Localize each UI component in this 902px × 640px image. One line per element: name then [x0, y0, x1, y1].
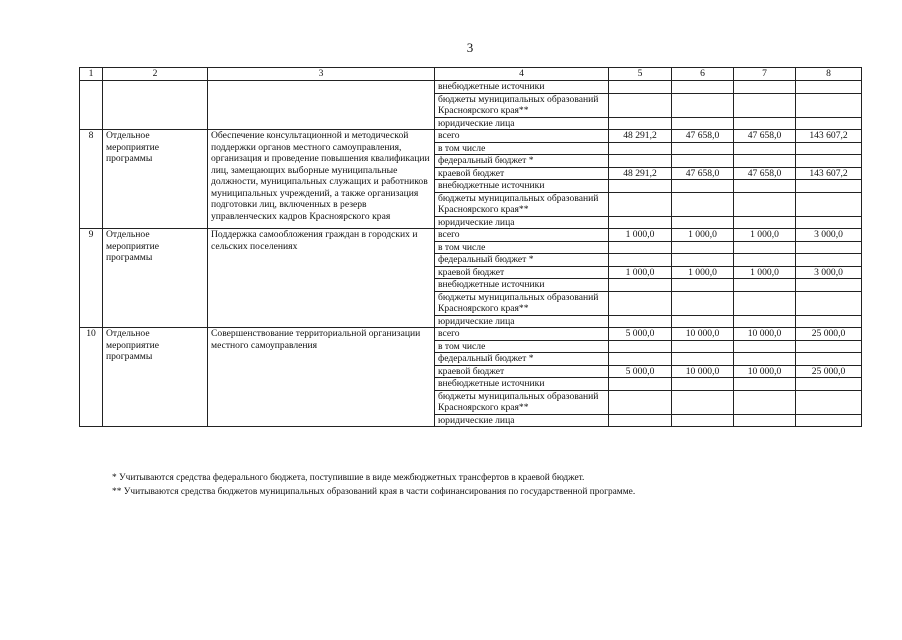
source-label: внебюджетные источники: [435, 180, 609, 193]
value-v7: [734, 155, 796, 168]
value-v6: [672, 390, 734, 414]
value-v6: 47 658,0: [672, 130, 734, 143]
value-v8: [796, 315, 862, 328]
source-label: краевой бюджет: [435, 167, 609, 180]
value-v7: [734, 340, 796, 353]
value-v8: [796, 353, 862, 366]
value-v7: [734, 291, 796, 315]
value-v6: [672, 291, 734, 315]
col-header-1: 1: [80, 68, 103, 81]
value-v8: [796, 414, 862, 427]
row-number: 10: [80, 328, 103, 427]
value-v5: [609, 353, 672, 366]
table-row: [80, 130, 862, 143]
value-v5: [609, 291, 672, 315]
source-label: внебюджетные источники: [435, 81, 609, 94]
value-v8: 143 607,2: [796, 130, 862, 143]
budget-table: [79, 67, 862, 427]
value-v6: [672, 340, 734, 353]
value-v8: 143 607,2: [796, 167, 862, 180]
value-v7: [734, 254, 796, 267]
value-v6: [672, 155, 734, 168]
value-v6: 1 000,0: [672, 266, 734, 279]
table-row: [80, 229, 862, 242]
row-name: Обеспечение консультационной и методической поддержки органов местного самоуправления, организация и проведение повышения квалификации лиц, замещающих выборные муниципальные должности, муниципальных служащих и работников муниципальных учреждений, а также организация подготовки лиц, включенных в резерв управленческих кадров Красноярского края: [208, 130, 435, 229]
source-label: всего: [435, 229, 609, 242]
value-v8: [796, 340, 862, 353]
value-cell: [796, 93, 862, 117]
value-v6: [672, 279, 734, 292]
page-number: 3: [466, 40, 474, 55]
value-v5: [609, 340, 672, 353]
value-cell: [734, 117, 796, 130]
value-v5: 48 291,2: [609, 130, 672, 143]
value-v5: [609, 216, 672, 229]
value-v7: [734, 353, 796, 366]
value-v7: 10 000,0: [734, 365, 796, 378]
value-v8: [796, 378, 862, 391]
source-label: федеральный бюджет *: [435, 254, 609, 267]
value-v6: 1 000,0: [672, 229, 734, 242]
value-v8: 3 000,0: [796, 229, 862, 242]
value-v5: [609, 254, 672, 267]
value-v5: 48 291,2: [609, 167, 672, 180]
value-cell: [796, 117, 862, 130]
value-v7: 1 000,0: [734, 266, 796, 279]
row-status: Отдельное мероприятие программы: [103, 130, 208, 229]
source-label: всего: [435, 328, 609, 341]
value-v8: [796, 254, 862, 267]
value-v8: [796, 192, 862, 216]
value-v5: [609, 279, 672, 292]
value-v6: [672, 414, 734, 427]
continuation-status-cell: [103, 81, 208, 130]
value-v5: [609, 315, 672, 328]
table-row: [80, 328, 862, 341]
source-label: в том числе: [435, 241, 609, 254]
continuation-num-cell: [80, 81, 103, 130]
value-cell: [672, 117, 734, 130]
footnote-municipal: ** Учитываются средства бюджетов муниципальных образований края в части софинансирования по государственной программе.: [112, 487, 636, 497]
value-cell: [734, 81, 796, 94]
source-label: в том числе: [435, 142, 609, 155]
value-v5: [609, 192, 672, 216]
value-v5: 1 000,0: [609, 229, 672, 242]
value-v5: 5 000,0: [609, 328, 672, 341]
value-v8: [796, 241, 862, 254]
source-label: краевой бюджет: [435, 365, 609, 378]
value-v7: [734, 216, 796, 229]
value-v7: 47 658,0: [734, 130, 796, 143]
row-name: Поддержка самообложения граждан в городских и сельских поселениях: [208, 229, 435, 328]
value-v6: [672, 180, 734, 193]
source-label: внебюджетные источники: [435, 378, 609, 391]
value-v6: [672, 254, 734, 267]
value-cell: [672, 81, 734, 94]
value-v8: [796, 142, 862, 155]
value-v5: [609, 414, 672, 427]
source-label: юридические лица: [435, 216, 609, 229]
value-v7: [734, 414, 796, 427]
value-v7: [734, 315, 796, 328]
value-cell: [609, 93, 672, 117]
source-label: юридические лица: [435, 414, 609, 427]
value-v7: [734, 192, 796, 216]
value-v8: [796, 291, 862, 315]
source-label: в том числе: [435, 340, 609, 353]
source-label: бюджеты муниципальных образований Красноярского края**: [435, 93, 609, 117]
continuation-name-cell: [208, 81, 435, 130]
source-label: бюджеты муниципальных образований Красноярского края**: [435, 390, 609, 414]
value-v6: 47 658,0: [672, 167, 734, 180]
value-v7: 10 000,0: [734, 328, 796, 341]
source-label: юридические лица: [435, 315, 609, 328]
value-v8: [796, 180, 862, 193]
col-header-6: 6: [672, 68, 734, 81]
source-label: федеральный бюджет *: [435, 155, 609, 168]
source-label: внебюджетные источники: [435, 279, 609, 292]
value-cell: [609, 117, 672, 130]
value-v8: 25 000,0: [796, 365, 862, 378]
value-v6: 10 000,0: [672, 365, 734, 378]
value-v5: [609, 378, 672, 391]
value-v5: [609, 180, 672, 193]
value-v7: [734, 241, 796, 254]
continuation-row: [80, 81, 862, 94]
footnote-federal: * Учитываются средства федерального бюджета, поступившие в виде межбюджетных трансфертов в краевой бюджет.: [112, 473, 585, 483]
value-v7: [734, 180, 796, 193]
source-label: юридические лица: [435, 117, 609, 130]
value-v5: [609, 390, 672, 414]
value-v5: 1 000,0: [609, 266, 672, 279]
source-label: всего: [435, 130, 609, 143]
value-v5: [609, 142, 672, 155]
header-row: [80, 68, 862, 81]
value-v6: [672, 192, 734, 216]
value-cell: [796, 81, 862, 94]
row-number: 8: [80, 130, 103, 229]
value-v5: [609, 155, 672, 168]
col-header-4: 4: [435, 68, 609, 81]
value-cell: [609, 81, 672, 94]
source-label: федеральный бюджет *: [435, 353, 609, 366]
row-name: Совершенствование территориальной организации местного самоуправления: [208, 328, 435, 427]
value-v8: [796, 390, 862, 414]
value-v7: [734, 390, 796, 414]
value-v7: 47 658,0: [734, 167, 796, 180]
value-v5: [609, 241, 672, 254]
value-cell: [672, 93, 734, 117]
value-v8: 3 000,0: [796, 266, 862, 279]
col-header-5: 5: [609, 68, 672, 81]
col-header-2: 2: [103, 68, 208, 81]
value-v6: [672, 353, 734, 366]
source-label: краевой бюджет: [435, 266, 609, 279]
source-label: бюджеты муниципальных образований Красноярского края**: [435, 192, 609, 216]
value-v7: [734, 279, 796, 292]
col-header-3: 3: [208, 68, 435, 81]
value-cell: [734, 93, 796, 117]
value-v6: [672, 142, 734, 155]
value-v7: [734, 142, 796, 155]
value-v6: [672, 378, 734, 391]
row-number: 9: [80, 229, 103, 328]
value-v6: 10 000,0: [672, 328, 734, 341]
value-v7: [734, 378, 796, 391]
col-header-7: 7: [734, 68, 796, 81]
value-v8: [796, 155, 862, 168]
value-v7: 1 000,0: [734, 229, 796, 242]
row-status: Отдельное мероприятие программы: [103, 229, 208, 328]
footnotes: [112, 471, 635, 499]
row-status: Отдельное мероприятие программы: [103, 328, 208, 427]
col-header-8: 8: [796, 68, 862, 81]
value-v6: [672, 315, 734, 328]
value-v8: 25 000,0: [796, 328, 862, 341]
value-v8: [796, 279, 862, 292]
value-v8: [796, 216, 862, 229]
source-label: бюджеты муниципальных образований Красноярского края**: [435, 291, 609, 315]
value-v6: [672, 241, 734, 254]
value-v6: [672, 216, 734, 229]
value-v5: 5 000,0: [609, 365, 672, 378]
